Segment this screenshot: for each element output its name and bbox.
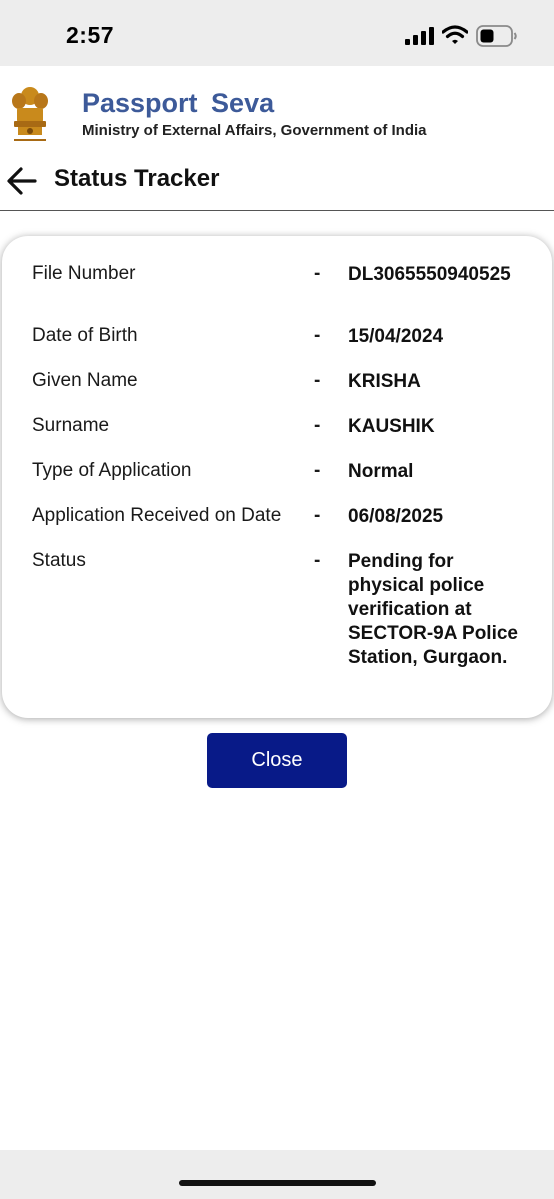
detail-value: Normal	[348, 461, 414, 482]
detail-separator: -	[314, 415, 321, 436]
detail-value: 06/08/2025	[348, 506, 444, 527]
title-bar	[0, 156, 554, 211]
status-value: Pending for physical police verification at SECTOR-9A Police Station, Gurgaon.	[348, 551, 518, 668]
bottom-bar	[0, 1150, 554, 1199]
wifi-icon	[442, 25, 468, 45]
detail-label: Application Received on Date	[32, 505, 282, 526]
brand-subtitle: Ministry of External Affairs, Government of India	[82, 122, 427, 139]
detail-label: Status	[32, 550, 86, 571]
status-bar	[0, 0, 554, 66]
detail-separator: -	[314, 370, 321, 391]
detail-label: Given Name	[32, 370, 138, 391]
detail-label: Date of Birth	[32, 325, 138, 346]
detail-value: KAUSHIK	[348, 416, 435, 437]
arrow-left-icon[interactable]	[6, 166, 38, 196]
detail-separator: -	[314, 263, 321, 284]
page-title: Status Tracker	[54, 165, 220, 192]
detail-value: DL3065550940525	[348, 264, 511, 285]
status-details-card	[2, 236, 552, 718]
detail-label: Type of Application	[32, 460, 192, 481]
national-emblem-icon	[8, 84, 52, 146]
detail-label: Surname	[32, 415, 110, 436]
close-button[interactable]: Close	[207, 733, 347, 788]
detail-separator: -	[314, 460, 321, 481]
detail-separator: -	[314, 505, 321, 526]
detail-separator: -	[314, 325, 321, 346]
app-header	[0, 66, 554, 156]
detail-label: File Number	[32, 263, 136, 284]
battery-icon	[476, 25, 518, 47]
brand-title: Passport Seva	[82, 88, 275, 118]
status-time: 2:57	[66, 22, 115, 48]
detail-value: KRISHA	[348, 371, 421, 392]
cellular-signal-icon	[405, 27, 435, 45]
detail-separator: -	[314, 550, 321, 571]
home-indicator[interactable]	[179, 1180, 376, 1186]
detail-value: 15/04/2024	[348, 326, 444, 347]
